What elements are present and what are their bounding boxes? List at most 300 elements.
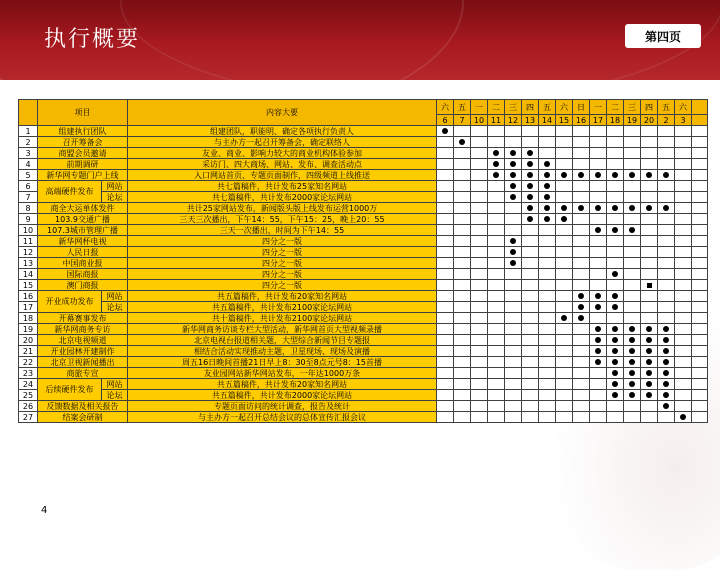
schedule-dot-marker [510, 183, 516, 189]
day-cell [590, 346, 607, 357]
day-cell [488, 379, 505, 390]
day-cell [624, 368, 641, 379]
day-cell [505, 214, 522, 225]
row-number: 25 [19, 390, 38, 401]
day-cell [437, 137, 454, 148]
row-number: 7 [19, 192, 38, 203]
day-cell [641, 181, 658, 192]
day-cell [539, 247, 556, 258]
day-cell [590, 390, 607, 401]
table-row [19, 269, 708, 280]
day-cell [590, 236, 607, 247]
content-cell: 三天三次播出，下午14：55，下午15：25，晚上20：55 [128, 214, 437, 225]
day-cell [539, 126, 556, 137]
item-cell: 人民日报 [38, 247, 128, 258]
day-cell [692, 214, 708, 225]
day-cell [437, 280, 454, 291]
day-cell [437, 379, 454, 390]
day-cell [675, 401, 692, 412]
day-cell [590, 225, 607, 236]
day-cell [658, 324, 675, 335]
day-cell [590, 302, 607, 313]
item-cell: 北京电视频道 [38, 335, 128, 346]
day-cell [556, 390, 573, 401]
day-cell [471, 126, 488, 137]
weekday-cell: 四 [522, 100, 539, 115]
schedule-dot-marker [493, 172, 499, 178]
day-cell [539, 225, 556, 236]
day-cell [471, 357, 488, 368]
day-cell [488, 324, 505, 335]
row-number: 11 [19, 236, 38, 247]
day-cell [573, 313, 590, 324]
day-cell [488, 401, 505, 412]
day-cell [556, 357, 573, 368]
schedule-dot-marker [663, 326, 669, 332]
day-cell [658, 258, 675, 269]
item-cell: 前期调研 [38, 159, 128, 170]
schedule-dot-marker [612, 359, 618, 365]
day-cell [675, 346, 692, 357]
content-cell: 与主办方一起召开总结会议的总体宣传汇报会议 [128, 412, 437, 423]
day-cell [624, 269, 641, 280]
day-cell [624, 258, 641, 269]
day-cell [437, 181, 454, 192]
day-cell [573, 291, 590, 302]
schedule-dot-marker [629, 337, 635, 343]
day-cell [471, 192, 488, 203]
day-cell [641, 137, 658, 148]
day-cell [692, 258, 708, 269]
day-cell [522, 203, 539, 214]
schedule-dot-marker [629, 392, 635, 398]
day-cell [607, 401, 624, 412]
day-cell [437, 170, 454, 181]
schedule-dot-marker [663, 348, 669, 354]
day-cell [692, 269, 708, 280]
day-cell [505, 258, 522, 269]
weekday-cell: 日 [573, 100, 590, 115]
day-cell [692, 302, 708, 313]
day-cell [641, 170, 658, 181]
day-cell [556, 181, 573, 192]
day-cell [675, 203, 692, 214]
day-cell [658, 302, 675, 313]
day-cell [573, 236, 590, 247]
day-cell [641, 148, 658, 159]
schedule-dot-marker [527, 216, 533, 222]
date-cell: 11 [488, 115, 505, 126]
day-cell [505, 379, 522, 390]
day-cell [675, 313, 692, 324]
day-cell [539, 313, 556, 324]
schedule-dot-marker [663, 370, 669, 376]
day-cell [522, 269, 539, 280]
day-cell [539, 236, 556, 247]
item-header: 项目 [38, 100, 128, 126]
day-cell [573, 225, 590, 236]
day-cell [505, 247, 522, 258]
day-cell [505, 170, 522, 181]
day-cell [607, 269, 624, 280]
day-cell [607, 170, 624, 181]
content-cell: 友业园网站新华网站发布，一年达1000万条 [128, 368, 437, 379]
schedule-dot-marker [510, 194, 516, 200]
day-cell [692, 401, 708, 412]
day-cell [539, 302, 556, 313]
day-cell [488, 258, 505, 269]
day-cell [488, 192, 505, 203]
row-number: 22 [19, 357, 38, 368]
schedule-dot-marker [629, 348, 635, 354]
day-cell [437, 302, 454, 313]
day-cell [658, 236, 675, 247]
day-cell [590, 368, 607, 379]
table-row [19, 159, 708, 170]
schedule-dot-marker [544, 172, 550, 178]
day-cell [505, 236, 522, 247]
content-cell: 共计25家网站发布，新闻版头版上线发布运营1000万 [128, 203, 437, 214]
day-cell [539, 379, 556, 390]
day-cell [573, 192, 590, 203]
day-cell [692, 368, 708, 379]
day-cell [522, 126, 539, 137]
day-cell [624, 225, 641, 236]
date-cell: 19 [624, 115, 641, 126]
day-cell [437, 390, 454, 401]
day-cell [658, 159, 675, 170]
weekday-cell: 二 [607, 100, 624, 115]
day-cell [454, 269, 471, 280]
row-number: 4 [19, 159, 38, 170]
schedule-dot-marker [544, 216, 550, 222]
day-cell [488, 247, 505, 258]
item-cell: 开业成功发布 [38, 291, 102, 313]
day-cell [522, 159, 539, 170]
channel-cell: 网站 [102, 181, 128, 192]
day-cell [658, 390, 675, 401]
day-cell [454, 159, 471, 170]
extra-header-cell [692, 100, 708, 115]
day-cell [471, 335, 488, 346]
date-cell: 20 [641, 115, 658, 126]
day-cell [454, 335, 471, 346]
row-number: 2 [19, 137, 38, 148]
day-cell [539, 269, 556, 280]
day-cell [454, 379, 471, 390]
day-cell [454, 390, 471, 401]
day-cell [675, 181, 692, 192]
content-cell: 共五篇稿件，共计发布2000家论坛网站 [128, 390, 437, 401]
row-number: 21 [19, 346, 38, 357]
day-cell [488, 159, 505, 170]
day-cell [539, 137, 556, 148]
day-cell [590, 159, 607, 170]
day-cell [454, 203, 471, 214]
day-cell [505, 181, 522, 192]
day-cell [590, 258, 607, 269]
day-cell [658, 368, 675, 379]
day-cell [692, 236, 708, 247]
day-cell [590, 280, 607, 291]
day-cell [437, 192, 454, 203]
day-cell [692, 291, 708, 302]
day-cell [454, 357, 471, 368]
day-cell [573, 357, 590, 368]
table-row [19, 192, 708, 203]
day-cell [454, 170, 471, 181]
day-cell [590, 401, 607, 412]
day-cell [641, 346, 658, 357]
day-cell [573, 335, 590, 346]
day-cell [624, 401, 641, 412]
day-cell [607, 247, 624, 258]
schedule-dot-marker [646, 205, 652, 211]
day-cell [573, 214, 590, 225]
schedule-dot-marker [527, 183, 533, 189]
schedule-dot-marker [561, 205, 567, 211]
day-cell [454, 236, 471, 247]
day-cell [641, 390, 658, 401]
day-cell [437, 159, 454, 170]
day-cell [641, 368, 658, 379]
schedule-dot-marker [527, 205, 533, 211]
day-cell [658, 313, 675, 324]
day-cell [437, 335, 454, 346]
day-cell [539, 258, 556, 269]
day-cell [641, 335, 658, 346]
day-cell [624, 236, 641, 247]
table-row [19, 236, 708, 247]
day-cell [607, 203, 624, 214]
day-cell [437, 412, 454, 423]
day-cell [437, 214, 454, 225]
day-cell [624, 192, 641, 203]
day-cell [488, 302, 505, 313]
content-cell: 新华网商务访谈专栏大型活动，新华网首页大型视频录播 [128, 324, 437, 335]
day-cell [539, 412, 556, 423]
day-cell [505, 390, 522, 401]
day-cell [522, 291, 539, 302]
day-cell [505, 269, 522, 280]
day-cell [471, 247, 488, 258]
schedule-dot-marker [612, 337, 618, 343]
content-cell: 组建团队，职能明、确定各项执行负责人 [128, 126, 437, 137]
day-cell [658, 225, 675, 236]
schedule-dot-marker [646, 381, 652, 387]
day-cell [658, 291, 675, 302]
day-cell [641, 269, 658, 280]
day-cell [539, 203, 556, 214]
day-cell [437, 269, 454, 280]
content-cell: 专题页面访问的统计调查，报告及统计 [128, 401, 437, 412]
day-cell [539, 280, 556, 291]
day-cell [556, 346, 573, 357]
date-cell: 10 [471, 115, 488, 126]
day-cell [454, 412, 471, 423]
table-row [19, 335, 708, 346]
day-cell [658, 170, 675, 181]
day-cell [488, 181, 505, 192]
day-cell [522, 192, 539, 203]
schedule-dot-marker [595, 326, 601, 332]
row-number: 8 [19, 203, 38, 214]
day-cell [522, 412, 539, 423]
day-cell [454, 148, 471, 159]
schedule-dot-marker [663, 337, 669, 343]
day-cell [624, 357, 641, 368]
day-cell [607, 335, 624, 346]
schedule-dot-marker [612, 293, 618, 299]
schedule-dot-marker [612, 326, 618, 332]
day-cell [488, 236, 505, 247]
schedule-dot-marker [527, 150, 533, 156]
schedule-dot-marker [578, 293, 584, 299]
weekday-cell: 三 [624, 100, 641, 115]
date-cell: 2 [658, 115, 675, 126]
schedule-dot-marker [595, 304, 601, 310]
schedule-dot-marker [510, 150, 516, 156]
day-cell [488, 225, 505, 236]
day-cell [505, 346, 522, 357]
schedule-dot-marker [493, 161, 499, 167]
item-cell: 103.9交通广播 [38, 214, 128, 225]
day-cell [505, 159, 522, 170]
day-cell [471, 225, 488, 236]
schedule-body [19, 126, 708, 423]
day-cell [454, 192, 471, 203]
day-cell [437, 148, 454, 159]
schedule-dot-marker [561, 216, 567, 222]
day-cell [522, 401, 539, 412]
day-cell [573, 148, 590, 159]
schedule-dot-marker [612, 271, 618, 277]
table-row [19, 291, 708, 302]
content-cell: 友业、商业、影响力较大的商业机构体验参加 [128, 148, 437, 159]
day-cell [488, 137, 505, 148]
content-cell: 相结合活动实现推动主题，卫星现场、现场及演播 [128, 346, 437, 357]
table-row [19, 247, 708, 258]
day-cell [675, 170, 692, 181]
schedule-dot-marker [578, 205, 584, 211]
day-cell [692, 148, 708, 159]
day-cell [437, 368, 454, 379]
day-cell [675, 258, 692, 269]
schedule-dot-marker [544, 183, 550, 189]
schedule-table [18, 99, 708, 423]
day-cell [471, 412, 488, 423]
item-cell: 召开筹备会 [38, 137, 128, 148]
day-cell [471, 203, 488, 214]
content-cell: 四分之一版 [128, 280, 437, 291]
schedule-dot-marker [629, 205, 635, 211]
day-cell [692, 324, 708, 335]
day-cell [692, 357, 708, 368]
day-cell [488, 390, 505, 401]
day-cell [488, 126, 505, 137]
day-cell [556, 269, 573, 280]
day-cell [471, 137, 488, 148]
day-cell [692, 181, 708, 192]
day-cell [505, 335, 522, 346]
day-cell [471, 401, 488, 412]
weekday-cell: 五 [454, 100, 471, 115]
day-cell [692, 313, 708, 324]
schedule-dot-marker [612, 348, 618, 354]
day-cell [488, 170, 505, 181]
day-cell [607, 137, 624, 148]
day-cell [692, 203, 708, 214]
row-number: 18 [19, 313, 38, 324]
weekday-cell: 三 [505, 100, 522, 115]
day-cell [454, 401, 471, 412]
day-cell [641, 401, 658, 412]
row-number: 20 [19, 335, 38, 346]
day-cell [607, 148, 624, 159]
day-cell [539, 368, 556, 379]
day-cell [522, 302, 539, 313]
date-cell: 3 [675, 115, 692, 126]
day-cell [624, 302, 641, 313]
schedule-dot-marker [510, 172, 516, 178]
day-cell [675, 357, 692, 368]
day-cell [522, 390, 539, 401]
day-cell [675, 379, 692, 390]
day-cell [641, 192, 658, 203]
content-cell: 采访门、四大商场、网站、发布、调查活动点 [128, 159, 437, 170]
day-cell [437, 247, 454, 258]
item-cell: 商旅专宣 [38, 368, 128, 379]
row-number: 24 [19, 379, 38, 390]
weekday-cell: 一 [471, 100, 488, 115]
day-cell [624, 291, 641, 302]
day-cell [675, 324, 692, 335]
day-cell [590, 357, 607, 368]
day-cell [556, 126, 573, 137]
day-cell [624, 148, 641, 159]
day-cell [539, 346, 556, 357]
day-cell [607, 302, 624, 313]
day-cell [454, 137, 471, 148]
day-cell [556, 291, 573, 302]
schedule-dot-marker [561, 315, 567, 321]
day-cell [658, 214, 675, 225]
day-cell [522, 379, 539, 390]
day-cell [641, 225, 658, 236]
day-cell [522, 225, 539, 236]
table-row [19, 214, 708, 225]
day-cell [471, 214, 488, 225]
content-cell: 入口网站首页、专题页面制作，四级频道上线推送 [128, 170, 437, 181]
day-cell [505, 192, 522, 203]
date-cell: 6 [437, 115, 454, 126]
content-cell: 四分之一版 [128, 269, 437, 280]
day-cell [658, 137, 675, 148]
day-cell [505, 357, 522, 368]
row-number: 23 [19, 368, 38, 379]
item-cell: 后续硬件发布 [38, 379, 102, 401]
day-cell [522, 148, 539, 159]
schedule-dot-marker [527, 194, 533, 200]
day-cell [675, 236, 692, 247]
day-cell [607, 192, 624, 203]
day-cell [556, 412, 573, 423]
day-cell [590, 214, 607, 225]
day-cell [539, 192, 556, 203]
row-number: 19 [19, 324, 38, 335]
day-cell [590, 247, 607, 258]
table-row [19, 412, 708, 423]
